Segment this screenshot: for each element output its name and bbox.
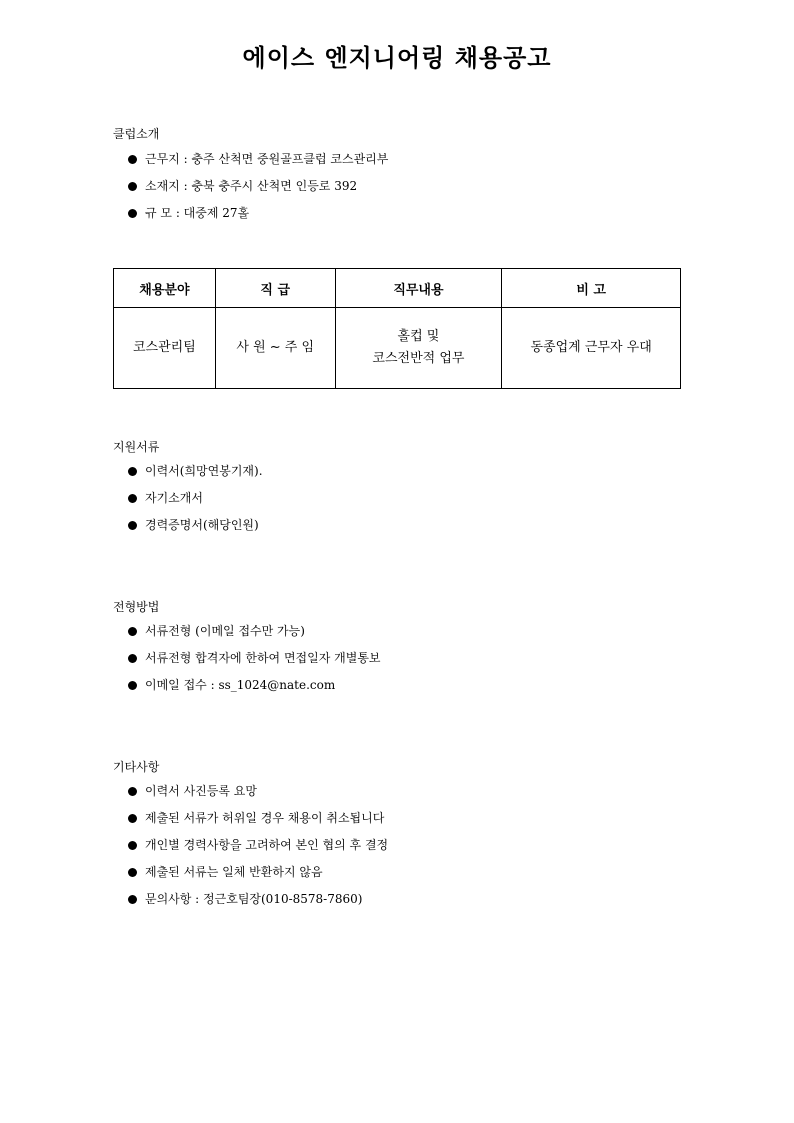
bullet-icon (128, 841, 137, 850)
etc-item-text: 제출된 서류는 일체 반환하지 않음 (145, 865, 323, 879)
documents-item-text: 자기소개서 (145, 491, 203, 505)
cell-note: 동종업계 근무자 우대 (502, 308, 681, 389)
bullet-icon (128, 209, 137, 218)
etc-item-text: 제출된 서류가 허위일 경우 채용이 취소됩니다 (145, 811, 385, 825)
list-item (113, 886, 388, 913)
list-item (113, 832, 388, 859)
process-list (113, 618, 381, 699)
list-item (113, 645, 381, 672)
list-item (113, 859, 388, 886)
documents-section (113, 438, 263, 539)
cell-duty (335, 308, 502, 389)
bullet-icon (128, 494, 137, 503)
bullet-icon (128, 814, 137, 823)
documents-list (113, 458, 263, 539)
club-item-text: 근무지 : 충주 산척면 중원골프클럽 코스관리부 (145, 152, 389, 166)
bullet-icon (128, 467, 137, 476)
club-list (113, 146, 388, 227)
process-item-text: 서류전형 합격자에 한하여 면접일자 개별통보 (145, 651, 381, 665)
etc-heading: 기타사항 (113, 760, 160, 774)
list-item (113, 146, 388, 173)
cell-duty-line2: 코스전반적 업무 (372, 351, 465, 366)
header-note: 비 고 (502, 269, 681, 308)
list-item (113, 805, 388, 832)
documents-heading: 지원서류 (113, 440, 160, 454)
bullet-icon (128, 868, 137, 877)
bullet-icon (128, 787, 137, 796)
etc-list (113, 778, 388, 913)
etc-item-text: 개인별 경력사항을 고려하여 본인 협의 후 결정 (145, 838, 389, 852)
cell-duty-line1: 홀컵 및 (397, 329, 440, 344)
list-item (113, 512, 263, 539)
documents-item-text: 경력증명서(해당인원) (145, 518, 259, 532)
process-item-text: 이메일 접수 : ss_1024@nate.com (145, 678, 336, 692)
bullet-icon (128, 182, 137, 191)
recruitment-table (113, 268, 681, 389)
header-field: 채용분야 (114, 269, 216, 308)
club-heading: 클럽소개 (113, 127, 160, 141)
club-item-text: 규 모 : 대중제 27홀 (145, 206, 250, 220)
list-item (113, 778, 388, 805)
bullet-icon (128, 627, 137, 636)
etc-item-text: 이력서 사진등록 요망 (145, 784, 257, 798)
bullet-icon (128, 521, 137, 530)
list-item (113, 485, 263, 512)
bullet-icon (128, 155, 137, 164)
table-header-row (114, 269, 681, 308)
list-item (113, 173, 388, 200)
table-row (114, 308, 681, 389)
header-rank: 직 급 (215, 269, 335, 308)
bullet-icon (128, 681, 137, 690)
list-item (113, 200, 388, 227)
bullet-icon (128, 895, 137, 904)
cell-rank: 사 원 ~ 주 임 (215, 308, 335, 389)
header-duty: 직무내용 (335, 269, 502, 308)
etc-section (113, 758, 388, 913)
cell-field: 코스관리팀 (114, 308, 216, 389)
process-item-text: 서류전형 (이메일 접수만 가능) (145, 624, 305, 638)
club-section (113, 125, 388, 227)
list-item (113, 618, 381, 645)
process-heading: 전형방법 (113, 600, 160, 614)
process-section (113, 598, 381, 699)
page-title: 에이스 엔지니어링 채용공고 (242, 44, 552, 72)
etc-item-text: 문의사항 : 정근호팀장(010-8578-7860) (145, 892, 363, 906)
list-item (113, 672, 381, 699)
documents-item-text: 이력서(희망연봉기재). (145, 464, 263, 478)
club-item-text: 소재지 : 충북 충주시 산척면 인등로 392 (145, 179, 358, 193)
bullet-icon (128, 654, 137, 663)
list-item (113, 458, 263, 485)
